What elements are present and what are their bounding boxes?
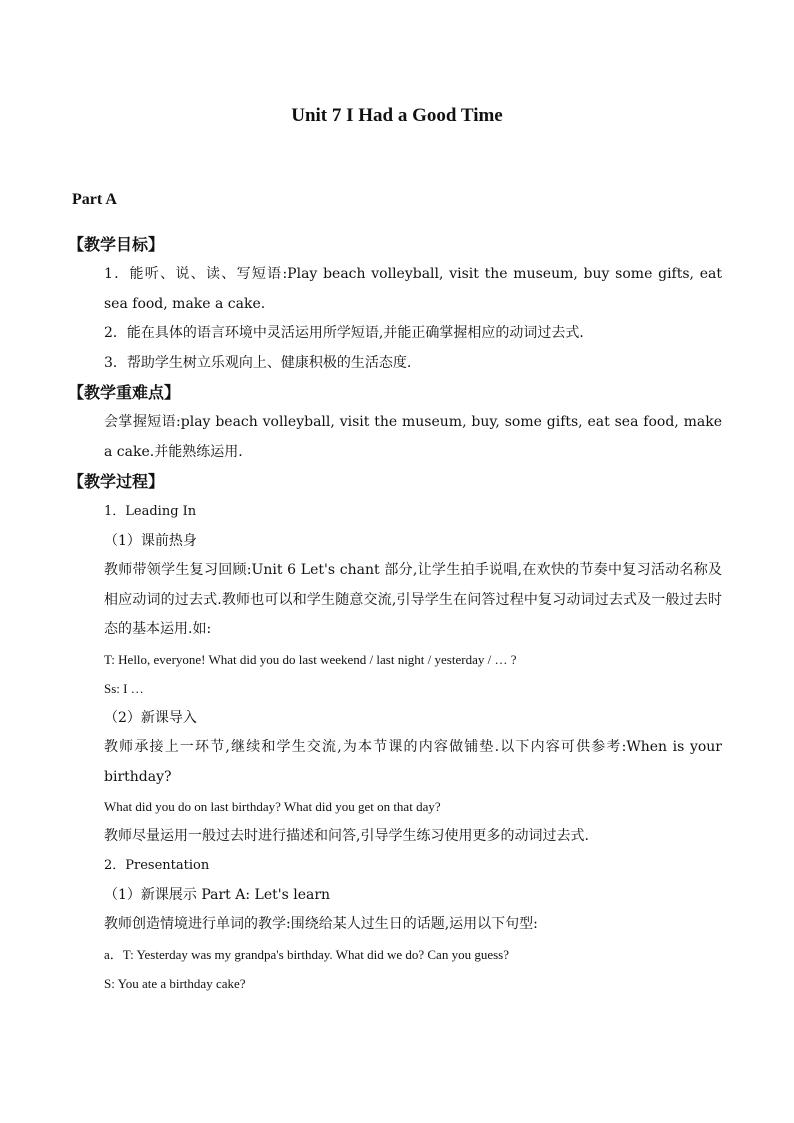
objective-1: 1．能听、说、读、写短语:Play beach volleyball, visit the museum, buy some gifts, eat sea food, make a cake. xyxy=(104,266,722,312)
paragraph-3: 教师尽量运用一般过去时进行描述和问答,引导学生练习使用更多的动词过去式. xyxy=(104,827,589,844)
objective-3: 3．帮助学生树立乐观向上、健康积极的生活态度. xyxy=(104,354,412,371)
sub-step-3: （1）新课展示 Part A: Let's learn xyxy=(104,886,331,903)
keypoints-heading: 【教学重难点】 xyxy=(68,383,181,402)
paragraph-4: 教师创造情境进行单词的教学:围绕给某人过生日的话题,运用以下句型: xyxy=(104,916,538,932)
dialog-teacher-1: T: Hello, everyone! What did you do last weekend / last night / yesterday / … ? xyxy=(104,651,517,667)
objectives-heading: 【教学目标】 xyxy=(68,235,165,254)
sub-step-2: （2）新课导入 xyxy=(104,709,197,726)
dialog-students-1: Ss: I … xyxy=(104,681,144,696)
step-1: 1．Leading In xyxy=(104,504,197,519)
doc-title: Unit 7 I Had a Good Time xyxy=(291,105,503,126)
doc-body xyxy=(68,230,722,999)
dialog-item-a: a．T: Yesterday was my grandpa's birthday. What did we do? Can you guess? xyxy=(104,946,509,962)
step-2: 2．Presentation xyxy=(104,858,210,873)
keypoints-text: 会掌握短语:play beach volleyball, visit the museum, buy, some gifts, eat sea food, make a cake.并能熟练运用. xyxy=(104,414,722,460)
sub-step-1: （1）课前热身 xyxy=(104,532,197,549)
paragraph-1: 教师带领学生复习回顾:Unit 6 Let's chant 部分,让学生拍手说唱,在欢快的节奏中复习活动名称及相应动词的过去式.教师也可以和学生随意交流,引导学生在问答过程中复习动词过去式及一般过去时态的基本运用.如: xyxy=(104,562,722,637)
part-heading: Part A xyxy=(72,191,117,208)
objective-2: 2．能在具体的语言环境中灵活运用所学短语,并能正确掌握相应的动词过去式. xyxy=(104,325,584,341)
process-heading: 【教学过程】 xyxy=(68,472,165,491)
dialog-student-2: S: You ate a birthday cake? xyxy=(104,976,246,991)
paragraph-2: 教师承接上一环节,继续和学生交流,为本节课的内容做铺垫.以下内容可供参考:When is your birthday? xyxy=(104,739,722,785)
question-line: What did you do on last birthday? What did you get on that day? xyxy=(104,799,441,814)
